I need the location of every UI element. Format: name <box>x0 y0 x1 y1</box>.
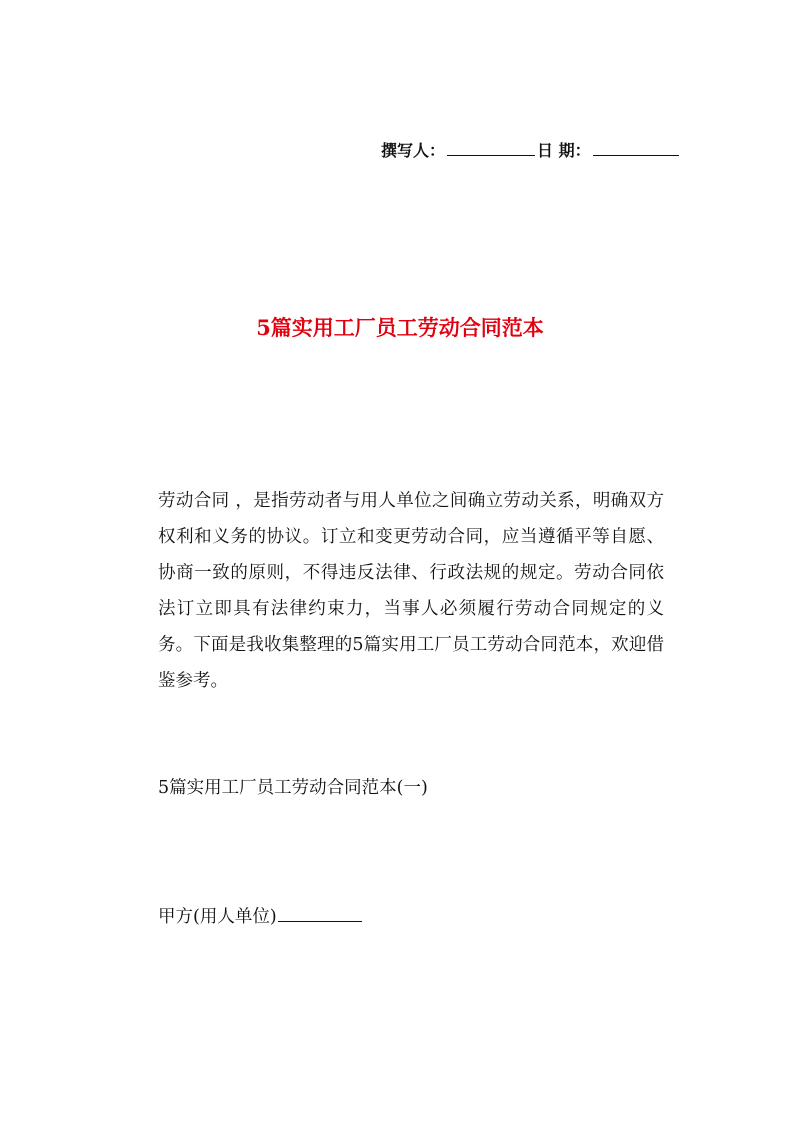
section-heading: 5篇实用工厂员工劳动合同范本(一) <box>158 778 428 798</box>
party-a-blank <box>278 903 362 922</box>
intro-text: 劳动合同 ，是指劳动者与用人单位之间确立劳动关系，明确双方权利和义务的协议。订立和变更劳动合同，应当遵循平等自愿、协商一致的原则，不得违反法律、行政法规的规定。劳动合同依法订立即具有法律约束力，当事人必须履行劳动合同规定的义务。下面是我收集整理的5篇实用工厂员工劳动合同范本，欢迎借鉴参考。 <box>158 491 664 691</box>
author-blank <box>447 139 535 156</box>
author-label: 撰写人： <box>381 141 446 160</box>
date-label: 日 期： <box>537 141 591 160</box>
party-a-line <box>158 903 364 931</box>
party-a-label: 甲方(用人单位) <box>158 907 277 927</box>
author-date-line <box>381 138 701 164</box>
document-title: 5篇实用工厂员工劳动合同范本 <box>256 315 544 340</box>
intro-paragraph <box>158 483 664 699</box>
date-blank <box>593 139 679 156</box>
